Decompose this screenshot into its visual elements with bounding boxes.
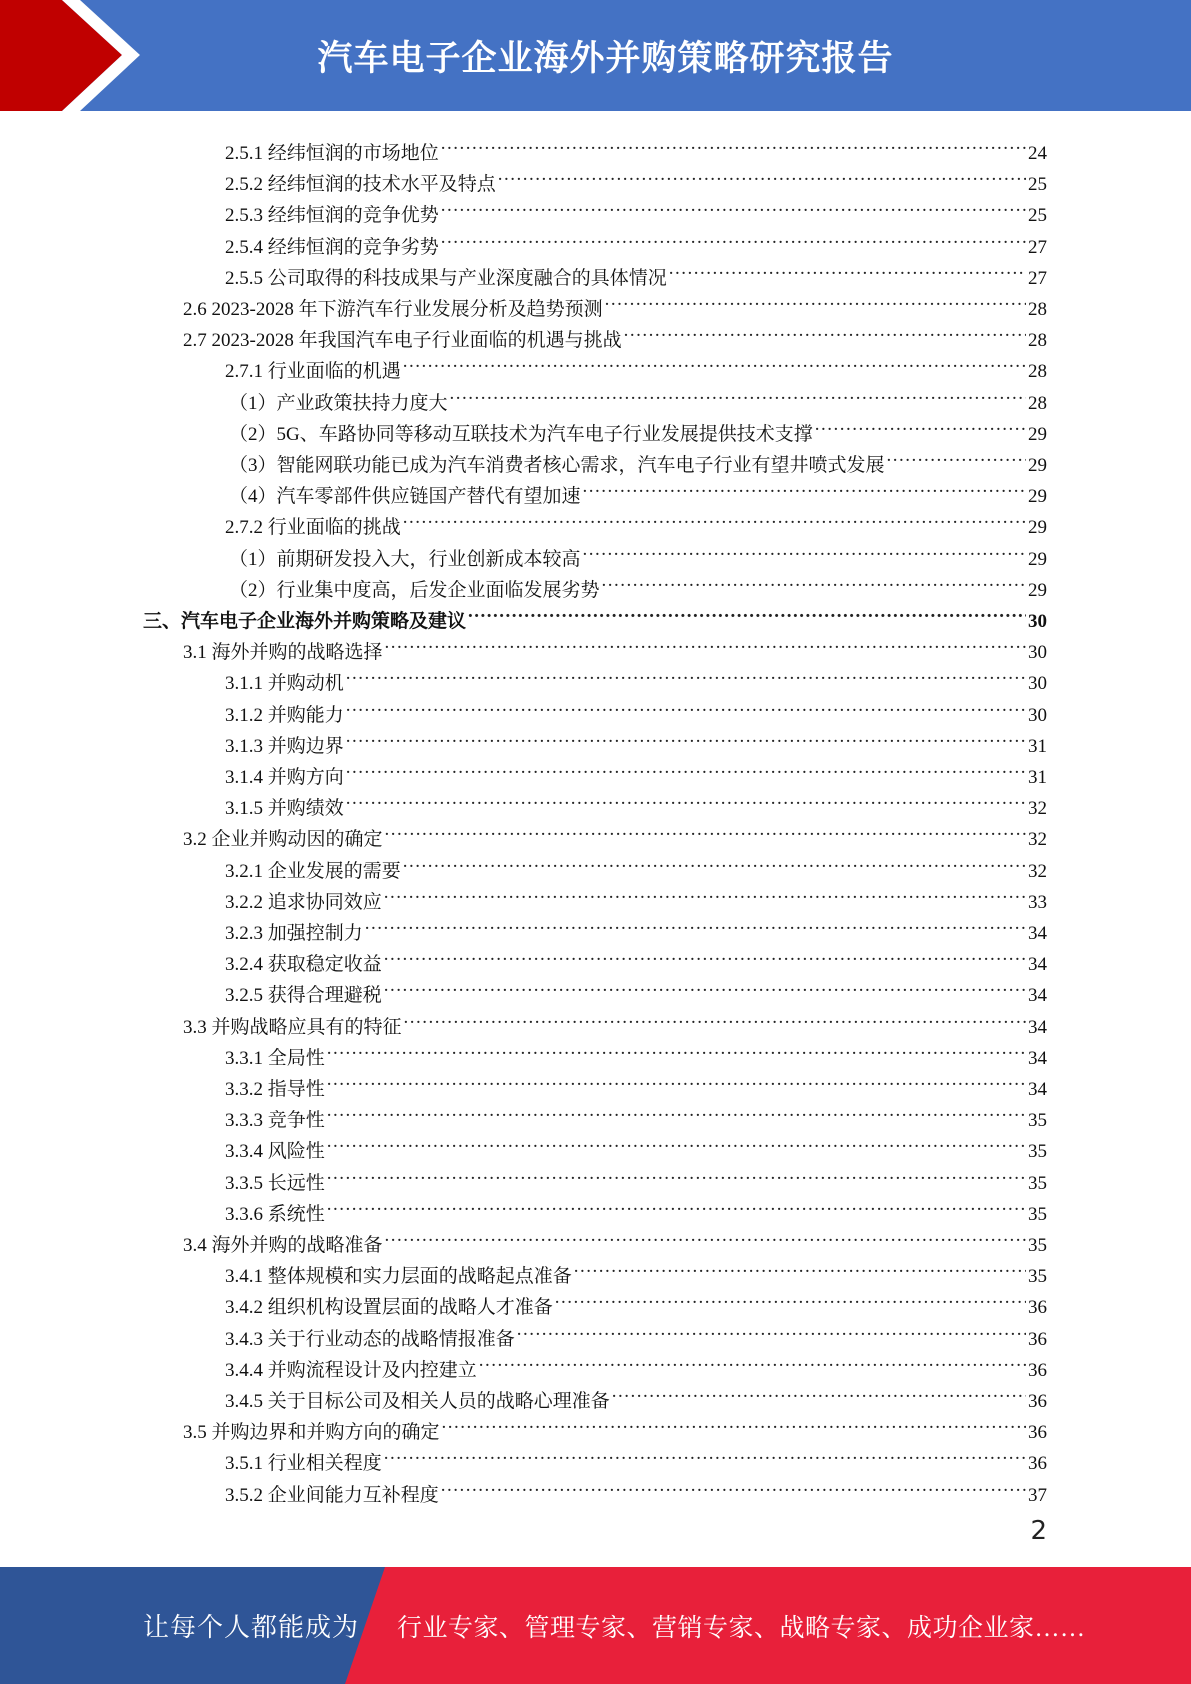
toc-entry-title: （4）汽车零部件供应链国产替代有望加速 bbox=[229, 486, 581, 508]
toc-dot-leader bbox=[479, 1345, 1026, 1376]
toc-entry-page: 28 bbox=[1028, 330, 1047, 352]
toc-dot-leader bbox=[346, 721, 1026, 752]
toc-entry-page: 35 bbox=[1028, 1172, 1047, 1194]
toc-dot-leader bbox=[327, 1033, 1026, 1064]
toc-entry-title: 2.7.2 行业面临的挑战 bbox=[225, 517, 401, 539]
toc-entry[interactable] bbox=[225, 502, 1047, 539]
toc-entry-title: 3.5.1 行业相关程度 bbox=[225, 1453, 382, 1475]
toc-entry[interactable] bbox=[225, 346, 1047, 383]
toc-entry[interactable] bbox=[225, 159, 1047, 196]
toc-entry-page: 32 bbox=[1028, 829, 1047, 851]
toc-dot-leader bbox=[384, 1438, 1026, 1469]
toc-entry-title: 3.4.3 关于行业动态的战略情报准备 bbox=[225, 1328, 515, 1350]
toc-entry-page: 36 bbox=[1028, 1422, 1047, 1444]
toc-entry-title: 3.2.3 加强控制力 bbox=[225, 923, 363, 944]
toc-entry[interactable] bbox=[229, 565, 1047, 601]
toc-entry-title: 3.4.1 整体规模和实力层面的战略起点准备 bbox=[225, 1266, 572, 1288]
toc-entry-page: 31 bbox=[1028, 767, 1047, 788]
toc-entry-title: （1）前期研发投入大，行业创新成本较高 bbox=[229, 548, 581, 570]
toc-entry-page: 30 bbox=[1028, 673, 1047, 695]
toc-dot-leader bbox=[403, 346, 1026, 377]
toc-entry[interactable] bbox=[225, 1470, 1047, 1506]
toc-entry-title: 3.5.2 企业间能力互补程度 bbox=[225, 1484, 439, 1506]
toc-entry[interactable] bbox=[229, 440, 1047, 476]
toc-entry[interactable] bbox=[225, 1126, 1047, 1163]
toc-dot-leader bbox=[815, 409, 1026, 440]
toc-entry-title: 3.3.3 竞争性 bbox=[225, 1110, 325, 1132]
toc-entry-page: 29 bbox=[1028, 423, 1047, 445]
toc-dot-leader bbox=[346, 658, 1026, 689]
toc-entry-title: 3.2.5 获得合理避税 bbox=[225, 985, 382, 1007]
toc-dot-leader bbox=[669, 253, 1026, 284]
toc-dot-leader bbox=[441, 190, 1026, 221]
toc-dot-leader bbox=[327, 1189, 1026, 1220]
toc-entry[interactable] bbox=[225, 970, 1047, 1007]
toc-entry[interactable] bbox=[225, 658, 1047, 695]
toc-entry-title: 3.4.4 并购流程设计及内控建立 bbox=[225, 1359, 477, 1381]
toc-dot-leader bbox=[555, 1282, 1026, 1313]
toc-entry[interactable] bbox=[229, 409, 1047, 445]
toc-entry-page: 29 bbox=[1028, 579, 1047, 601]
toc-entry-page: 36 bbox=[1028, 1391, 1047, 1412]
toc-entry[interactable] bbox=[229, 378, 1047, 414]
toc-entry-title: 3.5 并购边界和并购方向的确定 bbox=[183, 1422, 440, 1444]
toc-dot-leader bbox=[442, 1407, 1026, 1438]
toc-entry-page: 36 bbox=[1028, 1328, 1047, 1350]
toc-dot-leader bbox=[574, 1251, 1026, 1282]
toc-dot-leader bbox=[441, 222, 1026, 253]
toc-entry-page: 24 bbox=[1028, 143, 1047, 164]
toc-entry-title: 2.7 2023-2028 年我国汽车电子行业面临的机遇与挑战 bbox=[183, 330, 622, 352]
toc-entry-page: 35 bbox=[1028, 1141, 1047, 1163]
toc-entry[interactable] bbox=[225, 1095, 1047, 1132]
toc-entry-title: 3.4.5 关于目标公司及相关人员的战略心理准备 bbox=[225, 1391, 610, 1412]
toc-entry-page: 32 bbox=[1028, 860, 1047, 882]
toc-entry-page: 28 bbox=[1028, 299, 1047, 320]
toc-entry[interactable] bbox=[225, 190, 1047, 227]
toc-entry-title: 三、汽车电子企业海外并购策略及建议 bbox=[143, 611, 467, 632]
toc-entry-title: 3.3.6 系统性 bbox=[225, 1203, 325, 1225]
toc-dot-leader bbox=[385, 1220, 1026, 1251]
toc-entry-page: 35 bbox=[1028, 1266, 1047, 1288]
toc-dot-leader bbox=[384, 939, 1026, 970]
toc-dot-leader bbox=[365, 908, 1026, 939]
toc-entry-page: 29 bbox=[1028, 517, 1047, 539]
toc-entry-title: 3.2.2 追求协同效应 bbox=[225, 891, 382, 913]
toc-entry-title: 3.4 海外并购的战略准备 bbox=[183, 1235, 383, 1256]
toc-entry[interactable] bbox=[225, 1064, 1047, 1100]
toc-entry[interactable] bbox=[229, 534, 1047, 570]
toc-entry-title: 3.1 海外并购的战略选择 bbox=[183, 642, 383, 664]
toc-entry-title: （3）智能网联功能已成为汽车消费者核心需求，汽车电子行业有望井喷式发展 bbox=[229, 455, 885, 476]
toc-entry-page: 28 bbox=[1028, 361, 1047, 383]
toc-entry-title: 3.3 并购战略应具有的特征 bbox=[183, 1016, 402, 1038]
toc-dot-leader bbox=[384, 970, 1026, 1001]
toc-entry-title: 3.1.5 并购绩效 bbox=[225, 798, 344, 820]
toc-dot-leader bbox=[327, 1095, 1026, 1126]
toc-entry-page: 30 bbox=[1028, 704, 1047, 726]
toc-dot-leader bbox=[327, 1158, 1026, 1189]
toc-entry-title: 3.3.2 指导性 bbox=[225, 1079, 325, 1100]
toc-entry-title: 3.3.1 全局性 bbox=[225, 1047, 325, 1069]
toc-entry[interactable] bbox=[183, 1220, 1047, 1256]
toc-entry-page: 30 bbox=[1028, 611, 1047, 632]
toc-entry-page: 27 bbox=[1028, 236, 1047, 258]
toc-entry-page: 34 bbox=[1028, 954, 1047, 976]
toc-entry-title: （2）行业集中度高，后发企业面临发展劣势 bbox=[229, 579, 600, 601]
toc-dot-leader bbox=[624, 315, 1026, 346]
toc-entry-page: 33 bbox=[1028, 891, 1047, 913]
toc-entry[interactable] bbox=[225, 846, 1047, 882]
toc-entry-page: 35 bbox=[1028, 1235, 1047, 1256]
toc-entry[interactable] bbox=[183, 1002, 1047, 1038]
toc-entry[interactable] bbox=[225, 1314, 1047, 1350]
toc-entry-title: （2）5G、车路协同等移动互联技术为汽车电子行业发展提供技术支撑 bbox=[229, 423, 813, 445]
toc-dot-leader bbox=[403, 502, 1026, 533]
toc-entry[interactable] bbox=[183, 814, 1047, 851]
toc-entry-page: 29 bbox=[1028, 548, 1047, 570]
toc-dot-leader bbox=[385, 814, 1026, 845]
toc-entry[interactable] bbox=[229, 471, 1047, 508]
toc-entry-title: 3.1.4 并购方向 bbox=[225, 767, 344, 788]
toc-entry-title: 3.1.1 并购动机 bbox=[225, 673, 344, 695]
toc-entry[interactable] bbox=[225, 1033, 1047, 1069]
toc-entry-page: 36 bbox=[1028, 1453, 1047, 1475]
toc-entry-page: 28 bbox=[1028, 392, 1047, 414]
toc-entry[interactable] bbox=[225, 721, 1047, 757]
toc-entry[interactable] bbox=[225, 752, 1047, 788]
toc-dot-leader bbox=[384, 877, 1026, 908]
toc-entry-page: 29 bbox=[1028, 486, 1047, 508]
toc-entry[interactable] bbox=[225, 939, 1047, 976]
toc-dot-leader bbox=[346, 783, 1026, 814]
toc-entry[interactable] bbox=[225, 783, 1047, 820]
toc-entry-title: 3.3.4 风险性 bbox=[225, 1141, 325, 1163]
toc-entry-title: 3.2.1 企业发展的需要 bbox=[225, 860, 401, 882]
toc-entry-title: 3.2.4 获取稳定收益 bbox=[225, 954, 382, 976]
toc-entry-page: 31 bbox=[1028, 735, 1047, 757]
toc-entry-page: 35 bbox=[1028, 1203, 1047, 1225]
toc-entry[interactable] bbox=[225, 128, 1047, 164]
toc-dot-leader bbox=[612, 1376, 1026, 1407]
toc-dot-leader bbox=[498, 159, 1026, 190]
toc-dot-leader bbox=[583, 471, 1026, 502]
toc-dot-leader bbox=[887, 440, 1026, 471]
toc-entry-page: 36 bbox=[1028, 1359, 1047, 1381]
toc-entry-page: 25 bbox=[1028, 174, 1047, 196]
toc-entry-title: 2.5.1 经纬恒润的市场地位 bbox=[225, 143, 439, 164]
toc-entry-title: 3.3.5 长远性 bbox=[225, 1172, 325, 1194]
toc-dot-leader bbox=[441, 1470, 1026, 1501]
toc-dot-leader bbox=[346, 690, 1026, 721]
toc-entry-title: 2.5.4 经纬恒润的竞争劣势 bbox=[225, 236, 439, 258]
page-footer bbox=[0, 1567, 1191, 1684]
toc-dot-leader bbox=[517, 1314, 1026, 1345]
toc-dot-leader bbox=[327, 1064, 1026, 1095]
toc-entry-page: 30 bbox=[1028, 642, 1047, 664]
toc-entry-page: 29 bbox=[1028, 455, 1047, 476]
toc-entry[interactable] bbox=[225, 253, 1047, 289]
toc-entry[interactable] bbox=[225, 1158, 1047, 1194]
toc-dot-leader bbox=[404, 1002, 1026, 1033]
toc-entry-title: 2.5.2 经纬恒润的技术水平及特点 bbox=[225, 174, 496, 196]
toc-entry[interactable] bbox=[225, 222, 1047, 258]
toc-entry-title: 2.5.5 公司取得的科技成果与产业深度融合的具体情况 bbox=[225, 267, 667, 289]
toc-entry-page: 37 bbox=[1028, 1484, 1047, 1506]
toc-dot-leader bbox=[605, 284, 1026, 315]
toc-entry-title: 2.7.1 行业面临的机遇 bbox=[225, 361, 401, 383]
toc-entry[interactable] bbox=[143, 596, 1047, 632]
toc-dot-leader bbox=[385, 627, 1026, 658]
toc-entry-page: 27 bbox=[1028, 267, 1047, 289]
toc-entry-title: 3.1.3 并购边界 bbox=[225, 735, 344, 757]
toc-dot-leader bbox=[468, 596, 1026, 627]
toc-entry[interactable] bbox=[183, 315, 1047, 352]
toc-entry-page: 34 bbox=[1028, 1047, 1047, 1069]
toc-dot-leader bbox=[346, 752, 1026, 783]
toc-entry-page: 36 bbox=[1028, 1297, 1047, 1319]
toc-entry[interactable] bbox=[183, 1407, 1047, 1444]
toc-entry-title: 2.6 2023-2028 年下游汽车行业发展分析及趋势预测 bbox=[183, 299, 603, 320]
toc-entry-page: 34 bbox=[1028, 1016, 1047, 1038]
toc-dot-leader bbox=[441, 128, 1026, 159]
toc-dot-leader bbox=[450, 378, 1026, 409]
toc-dot-leader bbox=[583, 534, 1026, 565]
toc-entry[interactable] bbox=[225, 1282, 1047, 1319]
toc-dot-leader bbox=[327, 1126, 1026, 1157]
toc-entry-title: 2.5.3 经纬恒润的竞争优势 bbox=[225, 205, 439, 227]
toc-entry-page: 32 bbox=[1028, 798, 1047, 820]
toc-entry[interactable] bbox=[225, 1251, 1047, 1288]
toc-entry-title: 3.2 企业并购动因的确定 bbox=[183, 829, 383, 851]
report-title: 汽车电子企业海外并购策略研究报告 bbox=[317, 38, 894, 79]
toc-dot-leader bbox=[602, 565, 1026, 596]
footer-slogan: 让每个人都能成为 bbox=[143, 1613, 360, 1642]
toc-entry-title: （1）产业政策扶持力度大 bbox=[229, 392, 448, 414]
footer-tagline: 行业专家、管理专家、营销专家、战略专家、成功企业家…… bbox=[397, 1614, 1086, 1642]
toc-entry[interactable] bbox=[225, 1438, 1047, 1475]
toc-entry[interactable] bbox=[225, 877, 1047, 913]
toc-entry[interactable] bbox=[225, 690, 1047, 726]
toc-dot-leader bbox=[403, 846, 1026, 877]
toc-entry-page: 25 bbox=[1028, 205, 1047, 227]
toc-entry-page: 35 bbox=[1028, 1110, 1047, 1132]
toc-entry-title: 3.1.2 并购能力 bbox=[225, 704, 344, 726]
toc-entry[interactable] bbox=[183, 284, 1047, 320]
toc-entry[interactable] bbox=[225, 908, 1047, 944]
page-number: 2 bbox=[1030, 1516, 1047, 1546]
toc-entry-page: 34 bbox=[1028, 923, 1047, 944]
toc-entry[interactable] bbox=[225, 1376, 1047, 1412]
toc-entry[interactable] bbox=[225, 1345, 1047, 1381]
toc-entry[interactable] bbox=[183, 627, 1047, 664]
toc-entry-page: 34 bbox=[1028, 1079, 1047, 1100]
toc-entry-title: 3.4.2 组织机构设置层面的战略人才准备 bbox=[225, 1297, 553, 1319]
page-header bbox=[0, 0, 1191, 111]
toc-entry-page: 34 bbox=[1028, 985, 1047, 1007]
toc-entry[interactable] bbox=[225, 1189, 1047, 1225]
